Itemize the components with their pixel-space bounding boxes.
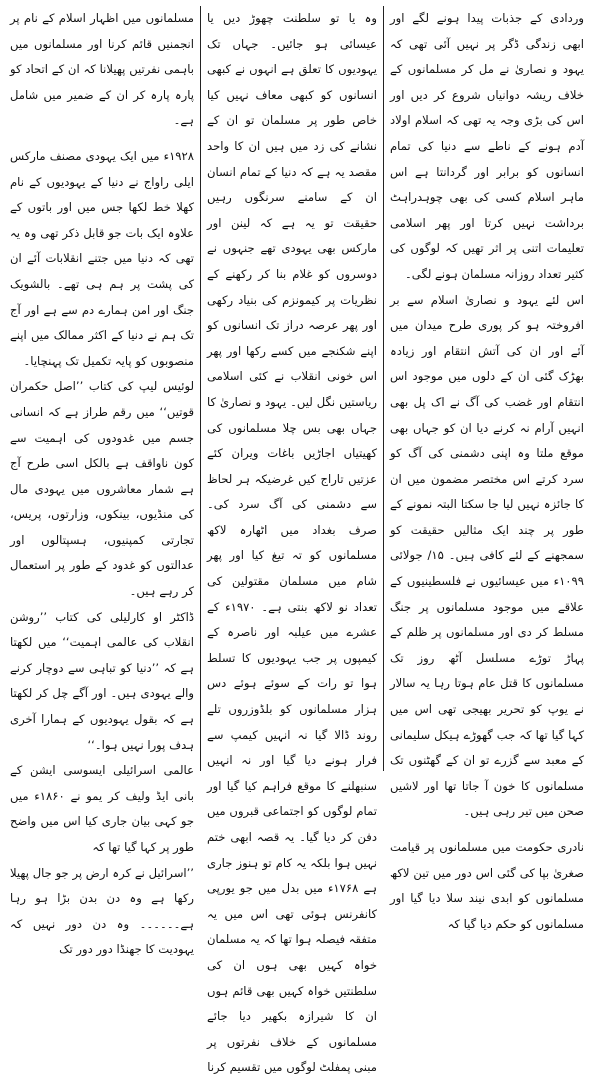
paragraph: نادری حکومت میں مسلمانوں پر قیامت صغریٰ بپا کی گئی اس دور میں تین لاکھ مسلمانوں کو ابدی نیند سلا دیا گیا اور مسلمانوں کو حکم دیا گیا کہ xyxy=(390,840,584,931)
paragraph: لوئیس لیپ کی کتاب ’’اصل حکمران قوتیں‘‘ میں رقم طراز ہے کہ انسانی جسم میں غدودوں کی اہمیت سے کون ناواقف ہے بالکل اسی طرح آج ہے شمار معاشروں میں یہودی مال کی منڈیوں، بینکوں، وزارتوں، پریس، تجارتی کمپنیوں، ہسپتالوں اور عدالتوں کو غدود کے طور پر استعمال کر رہے ہیں۔ xyxy=(10,379,194,599)
text-column-middle xyxy=(201,6,383,1075)
paragraph: ڈاکٹر او کارلیلی کی کتاب ’’روشن انقلاب کی عالمی اہمیت‘‘ میں لکھتا ہے کہ ’’دنیا کو تباہی سے دوچار کرنے والے یہودی ہیں۔ اور آگے چل کر لکھتا ہے کہ بقول یہودیوں کے ہمارا آخری ہدف پورا نہیں ہوا۔‘‘ xyxy=(10,609,194,752)
text-column-right xyxy=(384,6,584,931)
paragraph: عالمی اسرائیلی ایسوسی ایشن کے بانی ایڈ ولیف کر یمو نے ۱۸۶۰ء میں جو کہی بیان جاری کیا اس میں واضح طور پر کہا گیا تھا کہ xyxy=(10,763,195,854)
paragraph: ’’اسرائیل نے کرہ ارض پر جو جال پھیلا رکھا ہے وہ دن بدن بڑا ہو رہا ہے۔۔۔۔۔۔ وہ دن دور نہیں کہ یہودیت کا جھنڈا دور دور تک xyxy=(10,865,194,957)
paragraph: وردادی کے جذبات پیدا ہونے لگے اور ابھی زندگی ڈگر پر نہیں آئی تھی کہ یہود و نصاریٰ نے مل کر مسلمانوں کے خلاف ریشہ دوانیاں شروع کر دیں اور اس کی بڑی وجہ یہ تھی کہ اسلام اولاد آدم ہونے کے ناطے سے دنیا کی تمام انسانوں کو برابر اور گردانتا ہے اس ماہر اسلام کسی کی بھی چوہدراہٹ برداشت نہیں کرتا اور پھر اسلامی تعلیمات اتنی پر اثر تھیں کہ لوگوں کی کثیر تعداد روزانہ مسلمان ہونے لگی۔ xyxy=(390,11,584,281)
text-column-left xyxy=(10,6,200,957)
paragraph: ۱۹۲۸ء میں ایک یہودی مصنف مارکس ایلی راواج نے دنیا کے یہودیوں کے نام کھلا خط لکھا جس میں اور باتوں کے علاوہ ایک بات جو قابل ذکر تھی وہ یہ تھی کہ دنیا میں جتنے انقلابات آئے ان کی پشت پر ہم ہی تھے۔ بالشویک جنگ اور امن ہمارے دم سے ہے اور آج تک ہم نے دنیا کے اکثر ممالک میں اپنے منصوبوں کو پایہ تکمیل تک پہنچایا۔ xyxy=(10,148,194,368)
paragraph: مسلمانوں میں اظہار اسلام کے نام پر انجمنیں قائم کرنا اور مسلمانوں میں باہمی نفرتیں پھیلانا کہ ان کے اتحاد کو پارہ پارہ کر ان کے ضمیر میں شامل ہے۔ xyxy=(10,11,194,128)
paragraph: اس لئے یہود و نصاریٰ اسلام سے بر افروختہ ہو کر پوری طرح میدان میں آئے اور ان کی آتش انتقام اور زیادہ بھڑک گئی ان کے دلوں میں موجود اس انتقام اور غضب کی آگ نے اک پل بھی انہیں آرام نہ کرنے دیا ان کو جہاں بھی موقع ملتا وہ اپنی دشمنی کی آگ کو سرد کرتے اس مختصر مضمون میں ان کا جائزہ نہیں لیا جا سکتا البتہ نمونے کے طور پر چند ایک مثالیں حقیقت کو سمجھنے کے لئے کافی ہیں۔ ۱۵/ جولائی ۱۰۹۹ء میں عیسائیوں نے فلسطینیوں کے علاقے میں موجود مسلمانوں پر جنگ مسلط کر دی اور مسلمانوں پر ظلم کے پہاڑ توڑے مسلسل آٹھ روز تک مسلمانوں کا قتل عام ہوتا رہا یہ سالار نے یوپ کو تحریر بھیجی تھی اس میں کہا گیا تھا کہ جب گھوڑے ہیکل سلیمانی کے معبد سے گزرے تو ان کے گھٹنوں تک مسلمانوں کا خون آ جاتا تھا اور لاشیں صحن میں تیر رہی ہیں۔ xyxy=(390,292,584,819)
paragraph: وہ یا تو سلطنت چھوڑ دیں یا عیسائی ہو جائیں۔ جہاں تک یہودیوں کا تعلق ہے انہوں نے کبھی انسانوں کو کبھی معاف نہیں کیا خاص طور پر مسلمان تو ان کے نشانے کی زد میں ہیں ان کا واحد مقصد یہ ہے کہ دنیا کے تمام انسان ان کے سامنے سرنگوں رہیں حقیقت تو یہ ہے کہ لینن اور مارکس بھی یہودی تھے جنہوں نے دوسروں کو غلام بنا کر رکھنے کے نظریات پر کیمونزم کی بنیاد رکھی اور پھر عرصہ دراز تک انسانوں کو اپنے شکنجے میں کسے رکھا اور پھر اس خونی انقلاب نے کئی اسلامی ریاستیں نگل لیں۔ یہود و نصاریٰ کا جہاں بھی بس چلا مسلمانوں کی کھیتیاں اجاڑیں باغات ویران کئے عزتیں تاراج کیں غرضیکہ ہر لحاظ سے دشمنی کی آگ سرد کی۔ صرف بغداد میں اٹھارہ لاکھ مسلمانوں کو تہ تیغ کیا اور پھر شام میں مسلمان مقتولین کی تعداد نو لاکھ بنتی ہے۔ ۱۹۷۰ء کے عشرے میں عیلبہ اور ناصرہ کے کیمپوں پر جب یہودیوں کا تسلط ہوا تو رات کے سوئے ہوئے دس ہزار مسلمانوں کو بلڈوزروں تلے روند ڈالا گیا نہ انہیں کیمپ سے فرار ہونے دیا گیا اور نہ انہیں سنبھلنے کا موقع فراہم کیا گیا اور تمام لوگوں کو اجتماعی قبروں میں دفن کر دیا گیا۔ یہ قصہ ابھی ختم نہیں ہوا بلکہ یہ کام تو ہنوز جاری ہے ۱۷۶۸ء میں بدل میں جو یورپی کانفرنس ہوئی تھی اس میں یہ متفقہ فیصلہ ہوا تھا کہ یہ مسلمان خواہ کہیں بھی ہوں ان کی سلطنتیں خواہ کہیں بھی قائم ہوں ان کا شیرازہ بکھیر دیا جائے مسلمانوں کے خلاف نفرتوں پر مبنی پمفلٹ لوگوں میں تقسیم کرنا xyxy=(207,11,378,1075)
